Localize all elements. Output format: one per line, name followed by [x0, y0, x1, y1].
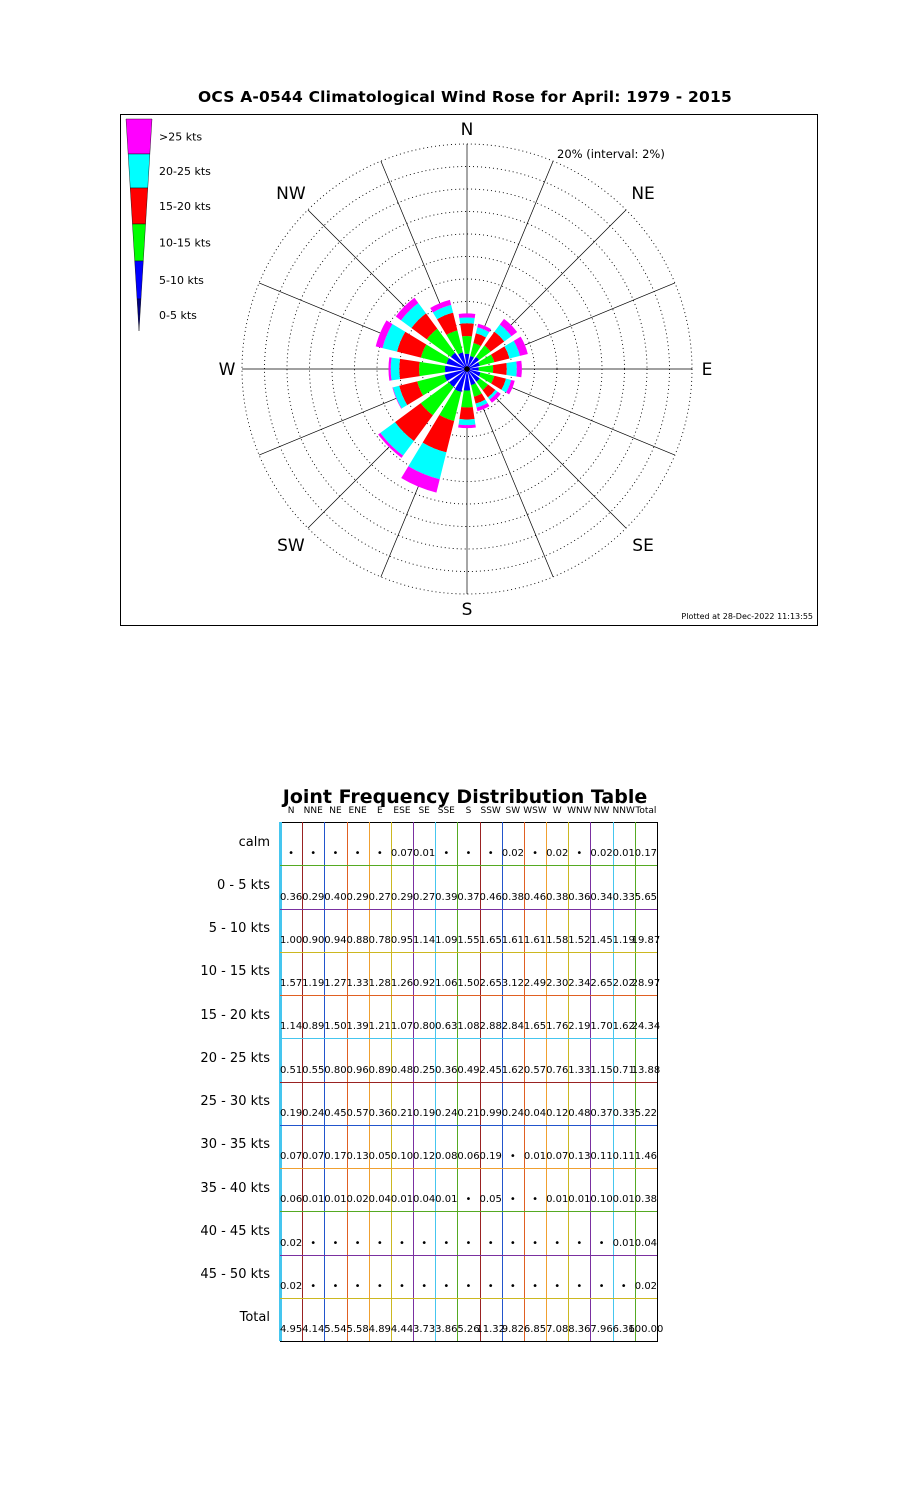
- compass-label-SE: SE: [632, 536, 654, 557]
- table-cell-NE-r1: 0.40: [324, 891, 347, 903]
- legend-swatch: [130, 188, 148, 224]
- petal-segment-E: [493, 363, 507, 375]
- table-cell-E-r5: 0.89: [368, 1064, 391, 1076]
- row-grid-line: [280, 865, 657, 866]
- table-cell-WSW-r6: 0.04: [523, 1107, 547, 1119]
- table-cell-S-r10: •: [465, 1280, 472, 1292]
- table-cell-NNW-r3: 2.02: [612, 978, 635, 989]
- table-cell-SSE-r10: •: [443, 1280, 450, 1292]
- legend-swatch: [135, 261, 144, 299]
- table-cell-N-r2: 1.00: [279, 934, 303, 946]
- table-cell-Total-r4: 24.34: [631, 1021, 661, 1033]
- table-cell-WNW-r6: 0.48: [568, 1107, 591, 1119]
- table-cell-SW-r7: •: [509, 1151, 516, 1162]
- table-cell-E-r11: 4.89: [368, 1324, 391, 1335]
- table-cell-E-r6: 0.36: [368, 1107, 391, 1119]
- table-cell-Total-r8: 0.38: [634, 1194, 658, 1206]
- table-cell-SSW-r6: 0.99: [479, 1107, 502, 1119]
- column-header-N: N: [287, 806, 295, 816]
- table-cell-SW-r0: 0.02: [501, 848, 524, 860]
- legend-swatch: [137, 299, 141, 331]
- table-cell-E-r0: •: [376, 848, 383, 860]
- table-cell-SSE-r1: 0.39: [435, 891, 458, 903]
- table-cell-SSE-r6: 0.24: [435, 1107, 458, 1119]
- table-cell-NW-r2: 1.45: [590, 934, 613, 946]
- table-cell-WNW-r1: 0.36: [568, 891, 591, 903]
- table-cell-NW-r4: 1.70: [590, 1021, 613, 1033]
- table-cell-SE-r11: 3.73: [413, 1324, 436, 1335]
- table-cell-WSW-r7: 0.01: [523, 1151, 547, 1162]
- table-cell-SSE-r11: 3.86: [435, 1324, 458, 1335]
- table-cell-S-r2: 1.55: [457, 934, 480, 946]
- table-cell-W-r2: 1.58: [546, 934, 569, 946]
- table-cell-WNW-r3: 2.34: [568, 978, 591, 989]
- table-cell-NW-r8: 0.10: [590, 1194, 613, 1206]
- table-cell-S-r0: •: [465, 848, 472, 860]
- table-cell-NW-r6: 0.37: [590, 1107, 613, 1119]
- table-cell-SSW-r3: 2.65: [479, 978, 502, 989]
- table-cell-WSW-r10: •: [532, 1280, 538, 1292]
- table-cell-N-r10: 0.02: [279, 1280, 303, 1292]
- table-cell-WNW-r4: 2.19: [568, 1021, 591, 1033]
- table-cell-NNE-r6: 0.24: [302, 1107, 325, 1119]
- table-cell-NE-r4: 1.50: [324, 1021, 347, 1033]
- table-cell-WSW-r3: 2.49: [523, 978, 547, 989]
- table-cell-NW-r3: 2.65: [590, 978, 613, 989]
- table-cell-SSE-r5: 0.36: [435, 1064, 458, 1076]
- column-header-SSE: SSE: [437, 806, 455, 816]
- table-cell-ENE-r4: 1.39: [346, 1021, 369, 1033]
- table-cell-N-r6: 0.19: [279, 1107, 303, 1119]
- table-cell-ESE-r8: 0.01: [390, 1194, 414, 1206]
- table-cell-E-r3: 1.28: [368, 978, 391, 989]
- table-cell-SW-r6: 0.24: [501, 1107, 524, 1119]
- table-cell-SSE-r2: 1.09: [435, 934, 458, 946]
- table-cell-SSW-r11: 11.32: [476, 1324, 505, 1335]
- row-label: 5 - 10 kts: [208, 921, 270, 937]
- table-cell-WSW-r9: •: [532, 1237, 538, 1249]
- table-cell-NNE-r1: 0.29: [302, 891, 325, 903]
- table-cell-NNE-r7: 0.07: [302, 1151, 325, 1162]
- table-cell-S-r11: 5.26: [457, 1324, 480, 1335]
- petal-segment-N: [460, 323, 474, 336]
- table-cell-Total-r7: 1.46: [634, 1151, 658, 1162]
- column-header-NNE: NNE: [303, 806, 323, 816]
- table-cell-NW-r7: 0.11: [590, 1151, 613, 1162]
- petal-segment-S: [459, 407, 474, 420]
- row-grid-line: [280, 1125, 657, 1126]
- rose-center-dot: [464, 366, 470, 372]
- compass-label-E: E: [701, 360, 713, 380]
- table-cell-NE-r6: 0.45: [324, 1107, 347, 1119]
- row-label: 40 - 45 kts: [200, 1223, 270, 1239]
- row-grid-line: [280, 1298, 657, 1299]
- table-cell-E-r2: 0.78: [368, 934, 391, 946]
- table-cell-ESE-r10: •: [399, 1280, 405, 1292]
- table-cell-E-r4: 1.21: [368, 1021, 391, 1033]
- table-cell-N-r9: 0.02: [279, 1237, 303, 1249]
- table-cell-W-r3: 2.30: [546, 978, 569, 989]
- table-cell-Total-r5: 13.88: [631, 1064, 661, 1076]
- jfd-table-title: Joint Frequency Distribution Table: [282, 786, 648, 808]
- table-cell-NNW-r10: •: [620, 1280, 627, 1292]
- table-cell-NNW-r6: 0.33: [612, 1107, 635, 1119]
- table-cell-NNE-r2: 0.90: [302, 934, 325, 946]
- table-cell-Total-r9: 0.04: [634, 1237, 658, 1249]
- legend-swatch: [132, 224, 145, 261]
- rose-petals: [376, 298, 528, 493]
- table-cell-SSW-r10: •: [487, 1280, 494, 1292]
- table-cell-S-r6: 0.21: [457, 1107, 480, 1119]
- table-cell-NE-r10: •: [332, 1280, 339, 1292]
- table-cell-ESE-r3: 1.26: [390, 978, 414, 989]
- table-cell-ESE-r9: •: [399, 1237, 405, 1249]
- wind-speed-legend: [126, 119, 211, 331]
- table-cell-WNW-r2: 1.52: [568, 934, 591, 946]
- table-cell-NE-r3: 1.27: [324, 978, 347, 989]
- table-cell-WSW-r2: 1.61: [523, 934, 547, 946]
- table-frame-bottom: [280, 1341, 658, 1342]
- compass-label-N: N: [460, 120, 474, 140]
- column-header-S: S: [465, 806, 472, 816]
- table-cell-Total-r1: 5.65: [634, 891, 658, 903]
- table-cell-W-r9: •: [554, 1237, 561, 1249]
- petal-segment-N: [462, 336, 472, 354]
- legend-label: >25 kts: [159, 130, 203, 144]
- row-label: 30 - 35 kts: [200, 1137, 270, 1153]
- table-cell-E-r8: 0.04: [368, 1194, 391, 1206]
- table-cell-Total-r0: 0.17: [634, 848, 658, 860]
- table-cell-WNW-r0: •: [576, 848, 583, 860]
- table-cell-Total-r11: 100.00: [628, 1324, 664, 1335]
- table-cell-W-r10: •: [554, 1280, 561, 1292]
- table-cell-NE-r2: 0.94: [324, 934, 347, 946]
- column-header-SW: SW: [505, 806, 521, 816]
- table-cell-WSW-r11: 6.85: [523, 1324, 547, 1335]
- petal-segment-S: [459, 419, 476, 425]
- table-cell-ENE-r10: •: [354, 1280, 361, 1292]
- table-cell-N-r4: 1.14: [279, 1021, 303, 1033]
- table-cell-NNW-r1: 0.33: [612, 891, 635, 903]
- table-cell-WSW-r4: 1.65: [523, 1021, 547, 1033]
- row-label: 15 - 20 kts: [200, 1007, 270, 1023]
- column-header-ESE: ESE: [393, 806, 411, 816]
- compass-label-W: W: [218, 360, 236, 380]
- table-cell-NE-r0: •: [332, 848, 339, 860]
- column-header-E: E: [376, 806, 383, 816]
- table-cell-ENE-r1: 0.29: [346, 891, 369, 903]
- table-cell-NW-r5: 1.15: [590, 1064, 613, 1076]
- legend-label: 20-25 kts: [159, 165, 211, 178]
- table-cell-SSE-r8: 0.01: [435, 1194, 458, 1206]
- table-cell-NNE-r0: •: [310, 848, 317, 860]
- table-cell-NNE-r4: 0.89: [302, 1021, 325, 1033]
- table-cell-NW-r1: 0.34: [590, 891, 613, 903]
- table-cell-WSW-r1: 0.46: [523, 891, 547, 903]
- table-cell-NNW-r11: 6.36: [612, 1324, 635, 1335]
- column-header-WNW: WNW: [567, 806, 592, 816]
- column-header-W: W: [552, 806, 562, 816]
- table-cell-SSW-r5: 2.45: [479, 1064, 502, 1076]
- windrose-plot-box: [120, 114, 818, 626]
- table-cell-WNW-r7: 0.13: [568, 1151, 591, 1162]
- table-cell-WSW-r5: 0.57: [523, 1064, 547, 1076]
- compass-label-NE: NE: [631, 183, 655, 204]
- table-cell-SSW-r8: 0.05: [479, 1194, 502, 1206]
- table-cell-NNW-r4: 1.62: [612, 1021, 635, 1033]
- table-cell-N-r7: 0.07: [279, 1151, 303, 1162]
- table-cell-ESE-r2: 0.95: [390, 934, 414, 946]
- table-cell-SSE-r3: 1.06: [435, 978, 458, 989]
- table-cell-N-r11: 4.95: [279, 1324, 303, 1335]
- petal-segment-E: [479, 365, 494, 373]
- windrose-chart: [121, 115, 817, 625]
- table-cell-NNE-r10: •: [310, 1280, 317, 1292]
- table-cell-SE-r5: 0.25: [413, 1064, 436, 1076]
- table-cell-S-r9: •: [465, 1237, 472, 1249]
- windrose-title: OCS A-0544 Climatological Wind Rose for April: 1979 - 2015: [198, 88, 732, 106]
- table-cell-WNW-r11: 8.36: [568, 1324, 591, 1335]
- table-cell-NNE-r11: 4.14: [302, 1324, 325, 1335]
- table-cell-ESE-r6: 0.21: [390, 1107, 414, 1119]
- table-cell-S-r5: 0.49: [457, 1064, 480, 1076]
- row-grid-line: [280, 909, 657, 910]
- table-cell-N-r3: 1.57: [279, 978, 303, 989]
- column-header-SSW: SSW: [480, 806, 501, 816]
- table-cell-W-r11: 7.08: [546, 1324, 569, 1335]
- table-cell-WSW-r0: •: [532, 848, 538, 860]
- legend-label: 0-5 kts: [159, 309, 197, 322]
- table-cell-SW-r4: 2.84: [501, 1021, 524, 1033]
- table-cell-Total-r10: 0.02: [634, 1280, 658, 1292]
- table-cell-ESE-r7: 0.10: [390, 1151, 414, 1162]
- table-cell-NNW-r2: 1.19: [612, 934, 635, 946]
- table-cell-S-r7: 0.06: [457, 1151, 480, 1162]
- petal-segment-N: [459, 317, 474, 323]
- petal-segment-E: [506, 362, 516, 377]
- table-cell-SW-r10: •: [509, 1280, 516, 1292]
- table-cell-SE-r8: 0.04: [413, 1194, 436, 1206]
- table-cell-NW-r11: 7.96: [590, 1324, 613, 1335]
- table-cell-SE-r4: 0.80: [413, 1021, 436, 1033]
- table-cell-SW-r5: 1.62: [501, 1064, 524, 1076]
- petal-segment-N: [459, 313, 476, 318]
- table-cell-Total-r2: 19.87: [631, 934, 661, 946]
- legend-label: 15-20 kts: [159, 200, 211, 213]
- table-cell-SW-r3: 3.12: [501, 978, 524, 989]
- table-cell-E-r10: •: [376, 1280, 383, 1292]
- row-grid-line: [280, 1082, 657, 1083]
- row-label: 0 - 5 kts: [216, 877, 270, 893]
- table-cell-W-r8: 0.01: [546, 1194, 569, 1206]
- table-cell-SW-r1: 0.38: [501, 891, 524, 903]
- table-cell-E-r7: 0.05: [368, 1151, 391, 1162]
- legend-label: 5-10 kts: [159, 274, 204, 287]
- table-cell-SW-r11: 9.82: [501, 1324, 524, 1335]
- compass-label-SW: SW: [277, 536, 305, 557]
- table-cell-SSE-r0: •: [443, 848, 450, 860]
- table-cell-ENE-r5: 0.96: [346, 1064, 369, 1076]
- table-cell-NE-r8: 0.01: [324, 1194, 347, 1206]
- row-label: 25 - 30 kts: [200, 1094, 270, 1110]
- table-cell-SSE-r7: 0.08: [435, 1151, 458, 1162]
- table-cell-SSW-r9: •: [487, 1237, 494, 1249]
- table-cell-W-r5: 0.76: [546, 1064, 569, 1076]
- column-header-Total: Total: [635, 806, 657, 816]
- table-cell-SE-r9: •: [421, 1237, 428, 1249]
- table-cell-SE-r3: 0.92: [413, 978, 436, 989]
- table-cell-SSW-r2: 1.65: [479, 934, 502, 946]
- petal-segment-E: [516, 361, 522, 377]
- plot-timestamp: Plotted at 28-Dec-2022 11:13:55: [681, 612, 813, 621]
- table-cell-ENE-r8: 0.02: [346, 1194, 369, 1206]
- table-cell-SSE-r4: 0.63: [435, 1021, 458, 1033]
- table-cell-SE-r10: •: [421, 1280, 428, 1292]
- row-label: Total: [239, 1310, 270, 1326]
- table-cell-S-r8: •: [465, 1194, 472, 1206]
- petal-segment-W: [419, 362, 445, 376]
- table-cell-NW-r9: •: [598, 1237, 605, 1249]
- row-grid-line: [280, 1168, 657, 1169]
- row-grid-line: [280, 995, 657, 996]
- table-cell-NE-r9: •: [332, 1237, 339, 1249]
- table-cell-Total-r3: 28.97: [631, 978, 661, 989]
- table-cell-ESE-r1: 0.29: [390, 891, 414, 903]
- row-grid-line: [280, 1038, 657, 1039]
- table-cell-N-r0: •: [288, 848, 295, 860]
- petal-segment-W: [399, 359, 419, 379]
- compass-label-NW: NW: [276, 183, 306, 204]
- table-cell-NNW-r0: 0.01: [612, 848, 635, 860]
- table-cell-ESE-r4: 1.07: [390, 1021, 414, 1033]
- table-cell-ENE-r3: 1.33: [346, 978, 369, 989]
- table-cell-S-r3: 1.50: [457, 978, 480, 989]
- table-cell-SW-r8: •: [509, 1194, 516, 1206]
- table-cell-SE-r1: 0.27: [413, 891, 436, 903]
- table-cell-NNW-r7: 0.11: [612, 1151, 635, 1162]
- table-cell-ENE-r0: •: [354, 848, 361, 860]
- table-cell-ESE-r5: 0.48: [390, 1064, 414, 1076]
- table-cell-WNW-r5: 1.33: [568, 1064, 591, 1076]
- table-frame-right: [657, 822, 658, 1341]
- row-label: 45 - 50 kts: [200, 1267, 270, 1283]
- table-cell-SE-r6: 0.19: [413, 1107, 436, 1119]
- row-label: calm: [238, 834, 270, 850]
- table-cell-SE-r7: 0.12: [413, 1151, 436, 1162]
- table-cell-SSW-r0: •: [487, 848, 494, 860]
- table-cell-ESE-r11: 4.44: [390, 1324, 414, 1335]
- legend-swatch: [126, 119, 152, 154]
- table-cell-E-r1: 0.27: [368, 891, 391, 903]
- table-cell-WSW-r8: •: [532, 1194, 538, 1206]
- table-cell-ENE-r9: •: [354, 1237, 361, 1249]
- table-cell-Total-r6: 5.22: [634, 1107, 658, 1119]
- table-cell-NNE-r5: 0.55: [302, 1064, 325, 1076]
- table-cell-WNW-r10: •: [576, 1280, 583, 1292]
- column-header-WSW: WSW: [523, 806, 547, 816]
- table-cell-SW-r9: •: [509, 1237, 516, 1249]
- row-grid-line: [280, 1211, 657, 1212]
- table-cell-ENE-r2: 0.88: [346, 934, 369, 946]
- column-header-NNW: NNW: [612, 806, 635, 816]
- table-cell-E-r9: •: [376, 1237, 383, 1249]
- table-cell-NE-r11: 5.54: [324, 1324, 347, 1335]
- table-cell-W-r7: 0.07: [546, 1151, 569, 1162]
- petal-segment-S: [461, 390, 473, 407]
- table-cell-S-r1: 0.37: [457, 891, 480, 903]
- row-label: 35 - 40 kts: [200, 1180, 270, 1196]
- table-cell-SSE-r9: •: [443, 1237, 450, 1249]
- row-label: 10 - 15 kts: [200, 964, 270, 980]
- table-cell-NNW-r9: 0.01: [612, 1237, 635, 1249]
- table-cell-NNE-r3: 1.19: [302, 978, 325, 989]
- table-cell-ESE-r0: 0.07: [390, 848, 414, 860]
- table-cell-SE-r2: 1.14: [413, 934, 436, 946]
- table-cell-WNW-r8: 0.01: [568, 1194, 591, 1206]
- table-cell-NNE-r8: 0.01: [302, 1194, 325, 1206]
- table-cell-ENE-r7: 0.13: [346, 1151, 369, 1162]
- table-cell-SSW-r7: 0.19: [479, 1151, 502, 1162]
- table-cell-ENE-r6: 0.57: [346, 1107, 369, 1119]
- table-cell-WNW-r9: •: [576, 1237, 583, 1249]
- table-cell-N-r1: 0.36: [279, 891, 303, 903]
- table-cell-N-r5: 0.51: [279, 1064, 303, 1076]
- table-cell-NW-r0: 0.02: [590, 848, 613, 860]
- legend-swatch: [128, 154, 150, 188]
- table-cell-SW-r2: 1.61: [501, 934, 524, 946]
- table-frame-top: [280, 822, 657, 823]
- table-cell-NE-r5: 0.80: [324, 1064, 347, 1076]
- petal-segment-W: [391, 358, 400, 381]
- row-grid-line: [280, 952, 657, 953]
- row-grid-line: [280, 1255, 657, 1256]
- table-cell-W-r0: 0.02: [546, 848, 569, 860]
- column-header-SE: SE: [418, 806, 430, 816]
- table-cell-W-r4: 1.76: [546, 1021, 569, 1033]
- row-label: 20 - 25 kts: [200, 1050, 270, 1066]
- table-cell-SSW-r4: 2.88: [479, 1021, 502, 1033]
- column-header-ENE: ENE: [348, 806, 367, 816]
- table-cell-NNE-r9: •: [310, 1237, 317, 1249]
- table-cell-NNW-r8: 0.01: [612, 1194, 635, 1206]
- table-cell-NW-r10: •: [598, 1280, 605, 1292]
- table-cell-SE-r0: 0.01: [413, 848, 436, 860]
- table-cell-NE-r7: 0.17: [324, 1151, 347, 1162]
- table-cell-SSW-r1: 0.46: [479, 891, 502, 903]
- compass-label-S: S: [461, 600, 473, 620]
- column-header-NE: NE: [329, 806, 342, 816]
- table-cell-NNW-r5: 0.71: [612, 1064, 635, 1076]
- column-header-NW: NW: [593, 806, 610, 816]
- legend-label: 10-15 kts: [159, 236, 211, 250]
- table-cell-N-r8: 0.06: [279, 1194, 303, 1206]
- table-cell-W-r6: 0.12: [546, 1107, 569, 1119]
- ring-scale-annotation: 20% (interval: 2%): [557, 147, 665, 161]
- table-cell-W-r1: 0.38: [546, 891, 569, 903]
- table-cell-ENE-r11: 5.58: [346, 1324, 369, 1335]
- table-cell-S-r4: 1.08: [457, 1021, 480, 1033]
